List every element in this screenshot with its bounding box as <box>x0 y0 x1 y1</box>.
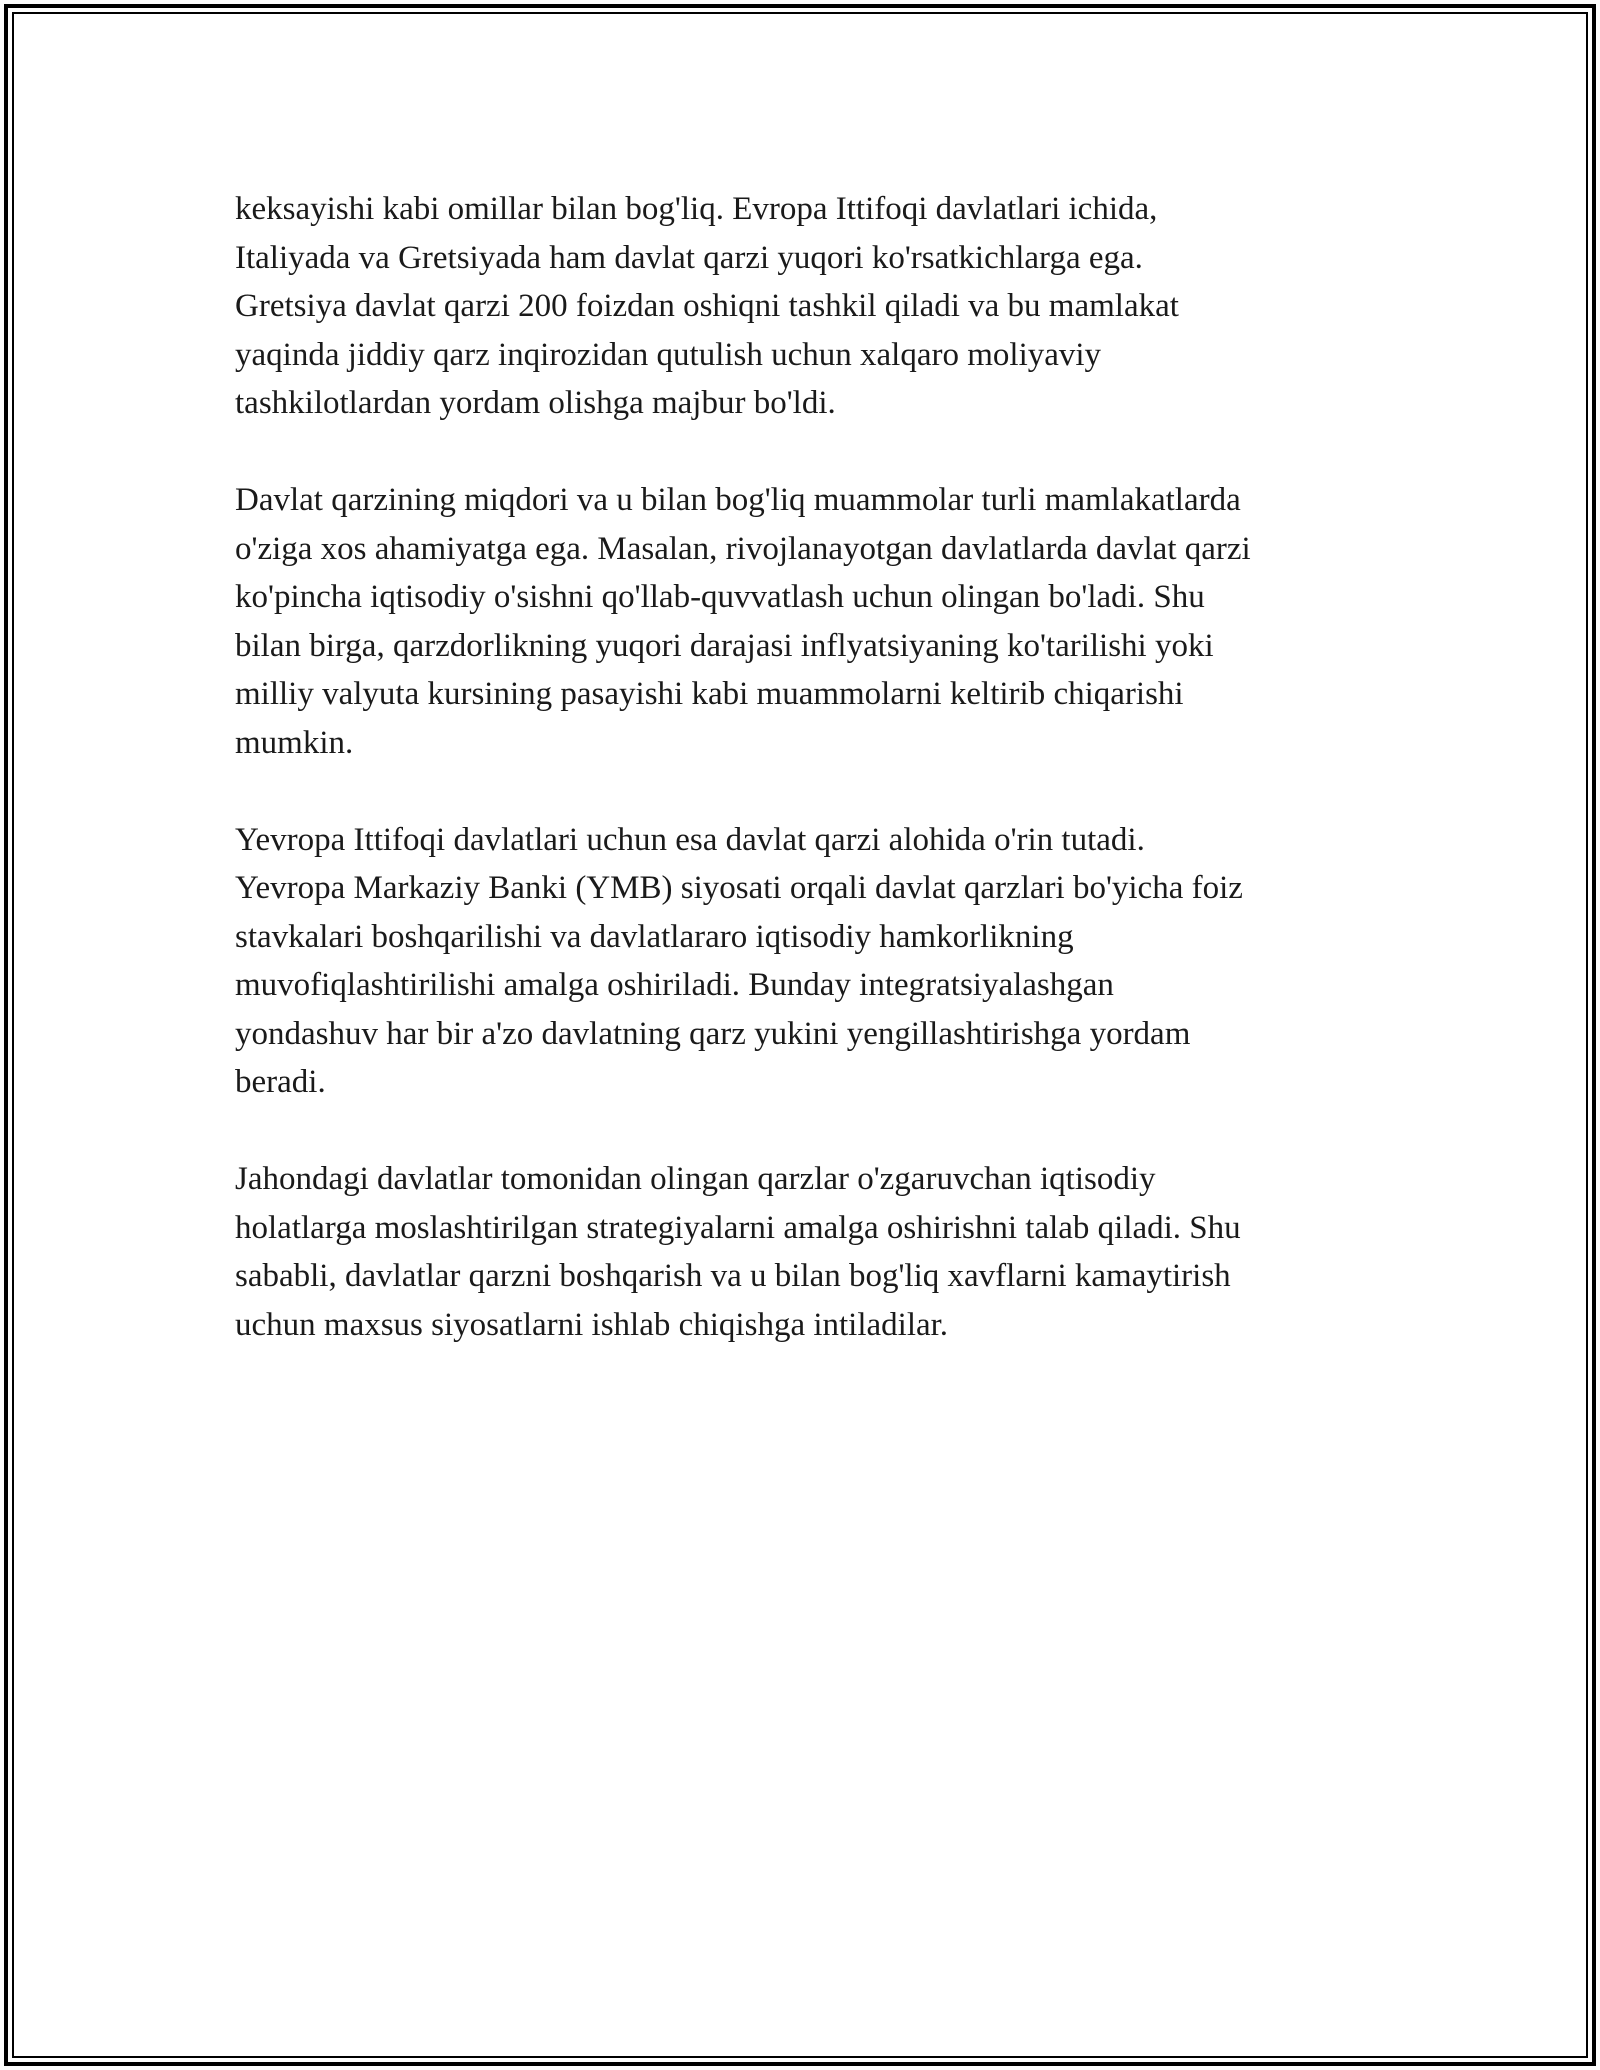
text-line: milliy valyuta kursining pasayishi kabi muammolarni keltirib chiqarishi <box>235 676 1184 712</box>
text-line: Italiyada va Gretsiyada ham davlat qarzi yuqori ko'rsatkichlarga ega. <box>235 239 1143 276</box>
text-line: holatlarga moslashtirilgan strategiyalarni amalga oshirishni talab qiladi. Shu <box>235 1209 1241 1246</box>
text-line: o'ziga xos ahamiyatga ega. Masalan, rivojlanayotgan davlatlarda davlat qarzi <box>235 530 1251 567</box>
text-line: Davlat qarzining miqdori va u bilan bog'liq muammolar turli mamlakatlarda <box>235 482 1241 518</box>
text-line: stavkalari boshqarilishi va davlatlararo iqtisodiy hamkorlikning <box>235 918 1074 955</box>
document-body <box>235 185 1375 1398</box>
text-line: Jahondagi davlatlar tomonidan olingan qarzlar o'zgaruvchan iqtisodiy <box>235 1161 1156 1197</box>
text-line: mumkin. <box>235 724 354 761</box>
text-line: ko'pincha iqtisodiy o'sishni qo'llab-quvvatlash uchun olingan bo'ladi. Shu <box>235 579 1205 615</box>
text-line: sababli, davlatlar qarzni boshqarish va u bilan bog'liq xavflarni kamaytirish <box>235 1258 1231 1294</box>
text-line: bilan birga, qarzdorlikning yuqori darajasi inflyatsiyaning ko'tarilishi yoki <box>235 627 1214 664</box>
text-line: Yevropa Ittifoqi davlatlari uchun esa davlat qarzi alohida o'rin tutadi. <box>235 821 1145 858</box>
text-line: yaqinda jiddiy qarz inqirozidan qutulish uchun xalqaro moliyaviy <box>235 336 1102 373</box>
text-line: keksayishi kabi omillar bilan bog'liq. Evropa Ittifoqi davlatlari ichida, <box>235 191 1158 227</box>
paragraph-4 <box>235 1155 1375 1349</box>
paragraph-3 <box>235 816 1375 1107</box>
text-line: Yevropa Markaziy Banki (YMB) siyosati orqali davlat qarzlari bo'yicha foiz <box>235 870 1243 906</box>
text-line: Gretsiya davlat qarzi 200 foizdan oshiqni tashkil qiladi va bu mamlakat <box>235 288 1179 324</box>
text-line: beradi. <box>235 1064 326 1100</box>
text-line: muvofiqlashtirilishi amalga oshiriladi. Bunday integratsiyalashgan <box>235 967 1114 1003</box>
paragraph-2 <box>235 476 1375 767</box>
text-line: yondashuv har bir a'zo davlatning qarz yukini yengillashtirishga yordam <box>235 1015 1191 1052</box>
paragraph-1 <box>235 185 1375 428</box>
text-line: tashkilotlardan yordam olishga majbur bo'ldi. <box>235 385 836 421</box>
text-line: uchun maxsus siyosatlarni ishlab chiqishga intiladilar. <box>235 1306 949 1343</box>
